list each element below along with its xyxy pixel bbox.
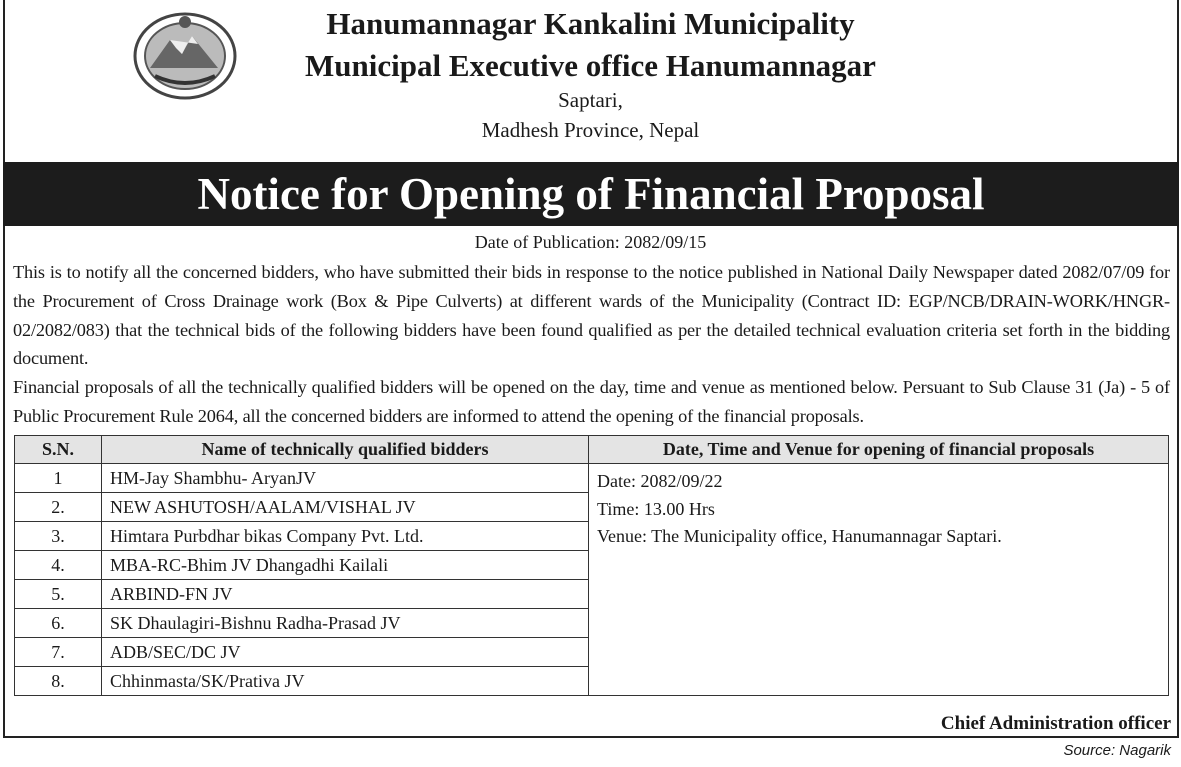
header-sn: S.N. [15, 436, 102, 464]
sn-cell: 6. [15, 609, 102, 638]
opening-time: Time: 13.00 Hrs [597, 498, 715, 519]
sn-cell: 1 [15, 464, 102, 493]
bidder-cell: ARBIND-FN JV [102, 580, 589, 609]
sn-cell: 2. [15, 493, 102, 522]
sn-cell: 7. [15, 638, 102, 667]
bidder-cell: HM-Jay Shambhu- AryanJV [102, 464, 589, 493]
bidder-cell: MBA-RC-Bhim JV Dhangadhi Kailali [102, 551, 589, 580]
district: Saptari, [558, 88, 623, 112]
municipality-name: Hanumannagar Kankalini Municipality [326, 6, 855, 41]
bidder-cell: ADB/SEC/DC JV [102, 638, 589, 667]
bidder-cell: SK Dhaulagiri-Bishnu Radha-Prasad JV [102, 609, 589, 638]
sn-cell: 5. [15, 580, 102, 609]
paragraph: This is to notify all the concerned bidders, who have submitted their bids in response to the notice published in National Daily Newspaper dated 2082/07/09 for the Procurement of Cross Drainage work (Box & Pipe Culverts) at different wards of the Municipality (Contract ID: EGP/NCB/DRAIN-WORK/HNGR-02/2082/083) that the technical bids of the following bidders have been found qualified as per the detailed technical evaluation criteria set forth in the bidding document. [13, 262, 1170, 369]
signatory: Chief Administration officer [940, 713, 1171, 734]
publication-date: Date of Publication: 2082/09/15 [474, 232, 707, 252]
sn-cell: 3. [15, 522, 102, 551]
bidder-cell: Himtara Purbdhar bikas Company Pvt. Ltd. [102, 522, 589, 551]
table-header-row [15, 436, 1169, 464]
venue-cell [589, 464, 1169, 696]
opening-date: Date: 2082/09/22 [597, 471, 723, 491]
opening-venue: Venue: The Municipality office, Hanumannagar Saptari. [597, 526, 1002, 546]
table-row [15, 464, 1169, 493]
sn-cell: 8. [15, 667, 102, 696]
source-credit: Source: Nagarik [1063, 742, 1171, 759]
province: Madhesh Province, Nepal [481, 118, 700, 142]
bidders-table [14, 435, 1169, 696]
paragraph: Financial proposals of all the technically qualified bidders will be opened on the day, time and venue as mentioned below. Persuant to Sub Clause 31 (Ja) - 5 of Public Procurement Rule 2064, all the concerned bidders are informed to attend the opening of the financial proposals. [13, 377, 1170, 426]
bidder-cell: Chhinmasta/SK/Prativa JV [102, 667, 589, 696]
header-bidder-name: Name of technically qualified bidders [102, 436, 589, 464]
notice-title: Notice for Opening of Financial Proposal [3, 162, 1179, 226]
notice-body [13, 258, 1170, 431]
office-name: Municipal Executive office Hanumannagar [305, 48, 876, 83]
bidder-cell: NEW ASHUTOSH/AALAM/VISHAL JV [102, 493, 589, 522]
sn-cell: 4. [15, 551, 102, 580]
header-venue: Date, Time and Venue for opening of financial proposals [589, 436, 1169, 464]
